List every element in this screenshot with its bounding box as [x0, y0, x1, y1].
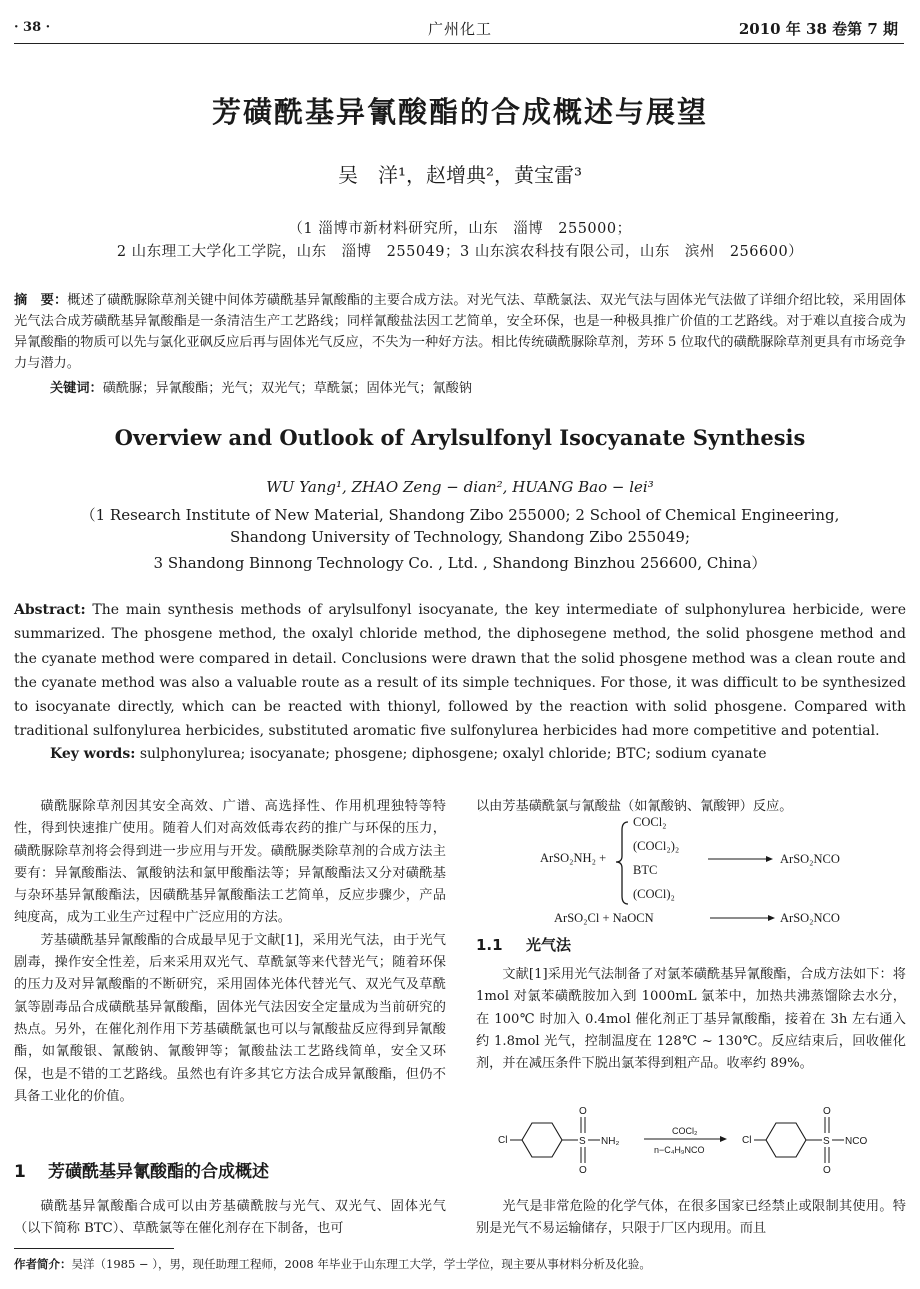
scheme-arrow-head — [766, 856, 773, 862]
scheme-reagent: BTC — [633, 863, 658, 877]
abstract-en-text: The main synthesis methods of arylsulfonyl isocyanate, the key intermediate of sulphonylurea herbicide, were summarized. The phosgene method, the oxalyl chloride method, the diphosegene method, the solid phosgene method and the cyanate method were compared in detail. Conclusions were drawn that the solid phosgene method was a clean route and the cyanate method was also a valuable route as a result of its simple techniques. For those, it was difficult to be synthesized to isocyanate directly, which can be reacted with thionyl, followed by the reaction with solid phosgene. Compared with traditional sulfonylurea herbicides, substituted aromatic five sulfonylurea herbicides had more competitive and potential. — [14, 602, 906, 740]
body-paragraph: 磺酰基异氰酸酯合成可以由芳基磺酰胺与光气、双光气、固体光气（以下简称 BTC）、草酰氯等在催化剂存在下制备，也可 — [14, 1199, 446, 1237]
section-1-1-heading — [476, 934, 571, 955]
atom-label: Cl — [498, 1135, 508, 1146]
keywords-zh-text: 磺酰脲；异氰酸酯；光气；双光气；草酰氯；固体光气；氰酸钠 — [102, 381, 472, 396]
body-paragraph: 光气是非常危险的化学气体，在很多国家已经禁止或限制其使用。特别是光气不易运输储存，只限于厂区内现用。而且 — [476, 1199, 906, 1237]
keywords-en-text: sulphonylurea; isocyanate; phosgene; diphosgene; oxalyl chloride; BTC; sodium cyanate — [135, 746, 767, 762]
paper-title-zh: 芳磺酰基异氰酸酯的合成概述与展望 — [211, 95, 708, 129]
author-footnote — [14, 1256, 651, 1272]
atom-label: O — [579, 1106, 587, 1117]
reaction-scheme — [476, 812, 906, 930]
section-title: 光气法 — [526, 936, 572, 954]
journal-issue: 2010 年 38 卷第 7 期 — [738, 20, 898, 38]
section-number: 1.1 — [476, 936, 503, 954]
abstract-zh — [14, 290, 906, 374]
footnote-text: 吴洋（1985 − ），男，现任助理工程师，2008 年毕业于山东理工大学，学士学位，现主要从事材料分析及化验。 — [71, 1257, 651, 1271]
page-number: · 38 · — [14, 20, 51, 35]
atom-label: NCO — [845, 1136, 868, 1147]
scheme-reagent: (COCl)₂ — [633, 887, 675, 901]
atom-label: S — [579, 1136, 586, 1147]
atom-label: S — [823, 1136, 830, 1147]
authors-en: WU Yang¹, ZHAO Zeng − dian², HUANG Bao − lei³ — [266, 478, 654, 496]
affiliation-zh-line: （1 淄博市新材料研究所，山东 淄博 255000； — [288, 221, 632, 237]
body-left-upper — [14, 796, 446, 1108]
affiliation-zh-line: 2 山东理工大学化工学院，山东 淄博 255049；3 山东滨农科技有限公司，山东 滨州 256600） — [116, 244, 804, 260]
abstract-en — [14, 598, 906, 744]
benzene-ring-icon — [522, 1123, 562, 1157]
body-paragraph: 磺酰脲除草剂因其安全高效、广谱、高选择性、作用机理独特等特性，得到快速推广使用。随着人们对高效低毒农药的推广与环保的压力，磺酰脲除草剂将会得到进一步应用与开发。磺酰脲类除草剂的合成方法主要有：异氰酸酯法、氰酸钠法和氯甲酸酯法等；异氰酸酯法又分对磺酰基与杂环基异氰酸酯法，因磺酰基异氰酸酯法工艺简单，反应步骤少，产品纯度高，成为工业生产过程中广泛应用的方法。 — [14, 799, 446, 926]
scheme-product-2: ArSO₂NCO — [780, 911, 840, 925]
body-right-intro: 以由芳基磺酰氯与氰酸盐（如氰酸钠、氰酸钾）反应。 — [476, 799, 793, 814]
benzene-ring-icon — [766, 1123, 806, 1157]
abstract-zh-text: 概述了磺酰脲除草剂关键中间体芳磺酰基异氰酸酯的主要合成方法。对光气法、草酰氯法、双光气法与固体光气法做了详细介绍比较，采用固体光气法合成芳磺酰基异氰酸酯是一条清洁生产工艺路线；同样氰酸盐法因工艺简单，安全环保，也是一种极具推广价值的工艺路线。对于难以直接合成为异氰酸酯的物质可以先与氯化亚砜反应后再与固体光气反应，不失为一种好方法。相比传统磺酰脲除草剂，芳环 5 位取代的磺酰脲除草剂更具有市场竞争力与潜力。 — [14, 293, 906, 371]
body-left-lower — [14, 1196, 446, 1241]
scheme-arrow-head — [768, 915, 775, 921]
scheme-brace — [616, 822, 628, 904]
paper-title-en: Overview and Outlook of Arylsulfonyl Isocyanate Synthesis — [114, 425, 806, 450]
footnote-rule — [14, 1248, 174, 1249]
scheme-reagent: COCl₂ — [633, 815, 667, 829]
keywords-zh-label: 关键词： — [50, 381, 103, 396]
keywords-en-label: Key words: — [50, 746, 136, 762]
affiliation-en-line: （1 Research Institute of New Material, Shandong Zibo 255000; 2 School of Chemical Engineering, — [80, 506, 840, 524]
affiliation-en-line: 3 Shandong Binnong Technology Co. , Ltd. , Shandong Binzhou 256600, China） — [153, 554, 767, 572]
reagent-label: COCl₂ — [672, 1126, 698, 1136]
atom-label: O — [579, 1165, 587, 1175]
body-paragraph: 文献[1]采用光气法制备了对氯苯磺酰基异氰酸酯，合成方法如下：将 1mol 对氯苯磺酰胺加入到 1000mL 氯苯中，加热共沸蒸馏除去水分，在 100℃ 时加入 0.4mol 催化剂正丁基异氰酸酯，接着在 3h 左右通入约 1.8mol 光气，控制温度在 128℃ ~ 130℃。反应结束后，回收催化剂，并在减压条件下脱出氯苯得到粗产品。收率约 89%。 — [476, 967, 906, 1072]
atom-label: O — [823, 1165, 831, 1175]
keywords-zh — [50, 377, 906, 396]
atom-label: Cl — [742, 1135, 752, 1146]
reagent-label: n−C₄H₉NCO — [654, 1145, 705, 1155]
scheme-reagent: (COCl₂)₂ — [633, 839, 680, 853]
scheme-product-1: ArSO₂NCO — [780, 852, 840, 866]
body-paragraph: 芳基磺酰基异氰酸酯的合成最早见于文献[1]，采用光气法，由于光气剧毒，操作安全性差，后来采用双光气、草酰氯等来代替光气；随着环保的压力及对异氰酸酯的不断研究，采用固体光体代替光气、双光气及草酰氯等剧毒品合成磺酰基异氰酸酯，固体光气法因安全定量成为当前研究的热点。另外，在催化剂作用下芳基磺酰氯也可以与氰酸盐反应得到异氰酸酯，如氰酸银、氰酸钠、氰酸钾等；氰酸盐法工艺路线简单，安全又环保，也是不错的工艺路线。虽然也有许多其它方法合成异氰酸酯，但仍不具备工业化的价值。 — [14, 932, 446, 1104]
scheme-reactant-2: ArSO₂Cl + NaOCN — [554, 911, 654, 925]
affiliation-en-line: Shandong University of Technology, Shandong Zibo 255049; — [230, 528, 690, 546]
section-title: 芳磺酰基异氰酸酯的合成概述 — [48, 1162, 269, 1182]
footnote-label: 作者简介： — [14, 1257, 72, 1271]
authors-zh: 吴 洋¹，赵增典²，黄宝雷³ — [337, 163, 583, 187]
abstract-zh-label: 摘 要： — [14, 293, 68, 308]
body-right-lower — [476, 1196, 906, 1241]
section-number: 1 — [14, 1162, 26, 1182]
structure-equation — [476, 1105, 906, 1175]
section-1-heading — [14, 1157, 269, 1182]
atom-label: NH₂ — [601, 1136, 620, 1147]
header-rule — [14, 43, 904, 44]
journal-name: 广州化工 — [427, 20, 492, 38]
body-right-middle — [476, 964, 906, 1075]
scheme-reactant-1: ArSO₂NH₂ + — [540, 851, 607, 865]
keywords-en — [50, 746, 906, 762]
reaction-arrow-head — [720, 1136, 727, 1142]
atom-label: O — [823, 1106, 831, 1117]
abstract-en-label: Abstract: — [14, 602, 86, 618]
